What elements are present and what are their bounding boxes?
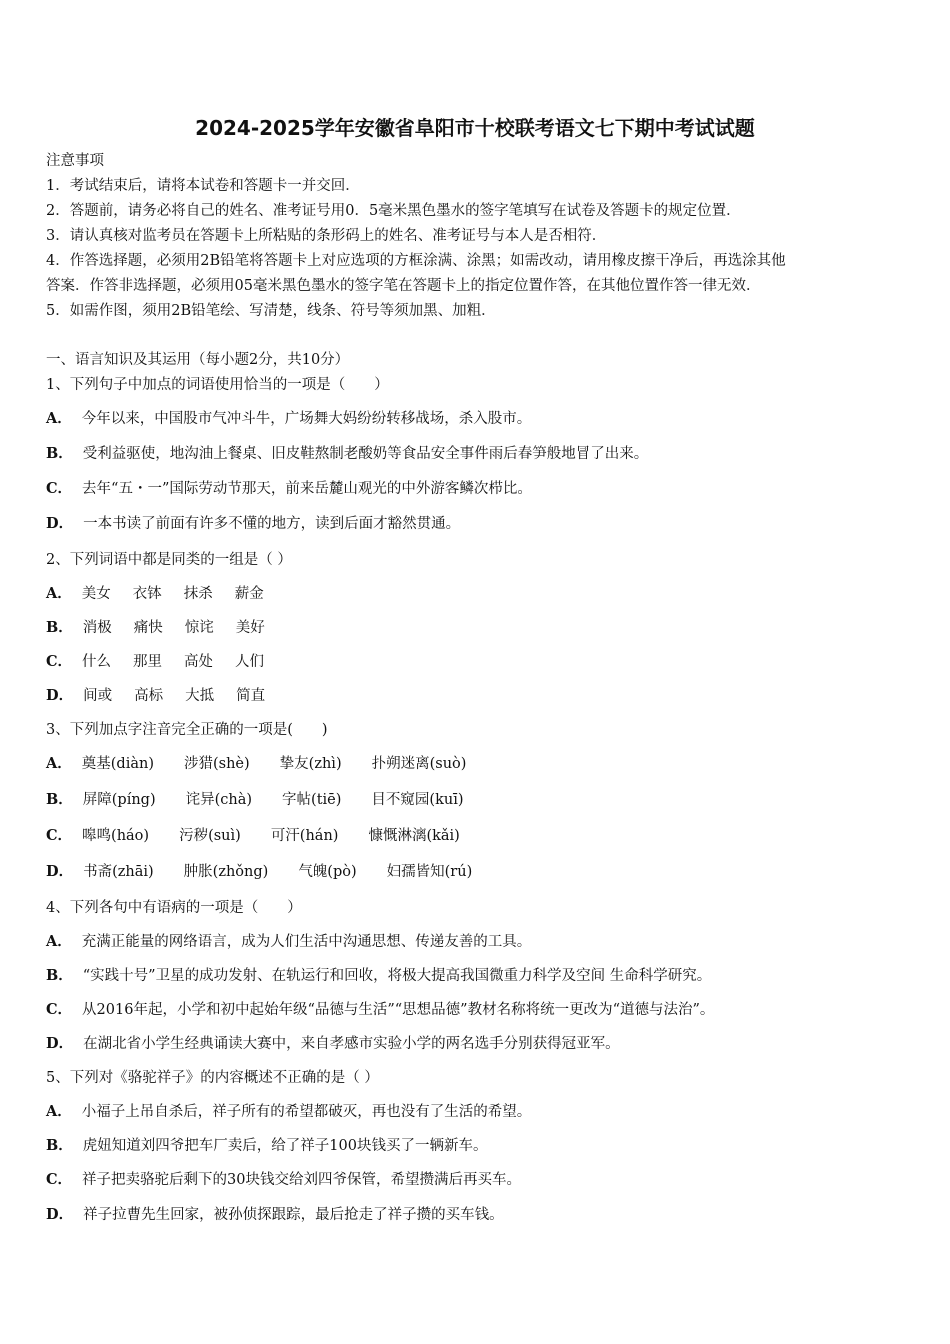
option-c: C． 什么 那里 高处 人们 (46, 653, 265, 670)
question-stem: 4、下列各句中有语病的一项是（ ） (46, 900, 302, 916)
option-d: D． 在湖北省小学生经典诵读大赛中，来自孝感市实验小学的两名选手分别获得冠亚军。 (46, 1035, 620, 1052)
option-d: D． 书斋(zhāi) 肿胀(zhǒng) 气魄(pò) 妇孺皆知(rú) (46, 863, 473, 880)
option-c: C． 嗥鸣(háo) 污秽(suì) 可汗(hán) 慷慨淋漓(kǎi) (46, 827, 460, 844)
option-d: D． 祥子拉曹先生回家，被孙侦探跟踪，最后抢走了祥子攒的买车钱。 (46, 1206, 504, 1223)
option-c: C． 去年“五・一”国际劳动节那天，前来岳麓山观光的中外游客鳞次栉比。 (46, 480, 532, 497)
question-stem: 2、下列词语中都是同类的一组是（ ） (46, 552, 292, 568)
notice-item: 4．作答选择题，必须用2B铅笔将答题卡上对应选项的方框涂满、涂黑；如需改动，请用橡皮擦干净后，再选涂其他 (46, 253, 786, 269)
notice-heading: 注意事项 (46, 153, 104, 169)
option-b: B． 屏障(píng) 诧异(chà) 字帖(tiē) 目不窥园(kuī) (46, 791, 464, 808)
option-c: C． 从2016年起，小学和初中起始年级“品德与生活”“思想品德”教材名称将统一更改为“道德与法治”。 (46, 1001, 715, 1018)
notice-item: 1．考试结束后，请将本试卷和答题卡一并交回． (46, 178, 360, 194)
option-b: B． 虎妞知道刘四爷把车厂卖后，给了祥子100块钱买了一辆新车。 (46, 1137, 488, 1154)
page-title: 2024-2025学年安徽省阜阳市十校联考语文七下期中考试试题 (195, 116, 755, 140)
notice-item: 3．请认真核对监考员在答题卡上所粘贴的条形码上的姓名、准考证号与本人是否相符． (46, 228, 607, 244)
option-d: D． 一本书读了前面有许多不懂的地方，读到后面才豁然贯通。 (46, 515, 461, 532)
option-a: A． 今年以来，中国股市气冲斗牛，广场舞大妈纷纷转移战场，杀入股市。 (46, 410, 532, 427)
option-a: A． 美女 衣钵 抹杀 薪金 (46, 585, 264, 602)
option-a: A． 充满正能量的网络语言，成为人们生活中沟通思想、传递友善的工具。 (46, 933, 532, 950)
question-stem: 5、下列对《骆驼祥子》的内容概述不正确的是（ ） (46, 1070, 379, 1086)
question-stem: 1、下列句子中加点的词语使用恰当的一项是（ ） (46, 377, 389, 393)
notice-item: 2．答题前，请务必将自己的姓名、准考证号用0．5毫米黑色墨水的签字笔填写在试卷及答题卡的规定位置． (46, 203, 741, 219)
option-d: D． 间或 高标 大抵 简直 (46, 687, 266, 704)
question-stem: 3、下列加点字注音完全正确的一项是( ) (46, 722, 328, 738)
option-c: C． 祥子把卖骆驼后剩下的30块钱交给刘四爷保管，希望攒满后再买车。 (46, 1171, 521, 1188)
option-b: B． “实践十号”卫星的成功发射、在轨运行和回收，将极大提高我国微重力科学及空间 生命科学研究。 (46, 967, 712, 984)
section-heading: 一、语言知识及其运用（每小题2分，共10分） (46, 352, 350, 368)
option-a: A． 奠基(diàn) 涉猎(shè) 挚友(zhì) 扑朔迷离(suò) (46, 755, 467, 772)
option-a: A． 小福子上吊自杀后，祥子所有的希望都破灭，再也没有了生活的希望。 (46, 1103, 532, 1120)
notice-item: 答案．作答非选择题，必须用05毫米黑色墨水的签字笔在答题卡上的指定位置作答，在其他位置作答一律无效． (46, 278, 761, 294)
option-b: B． 受利益驱使，地沟油上餐桌、旧皮鞋熬制老酸奶等食品安全事件雨后春笋般地冒了出来。 (46, 445, 649, 462)
notice-item: 5．如需作图，须用2B铅笔绘、写清楚，线条、符号等须加黑、加粗． (46, 303, 496, 319)
option-b: B． 消极 痛快 惊诧 美好 (46, 619, 265, 636)
